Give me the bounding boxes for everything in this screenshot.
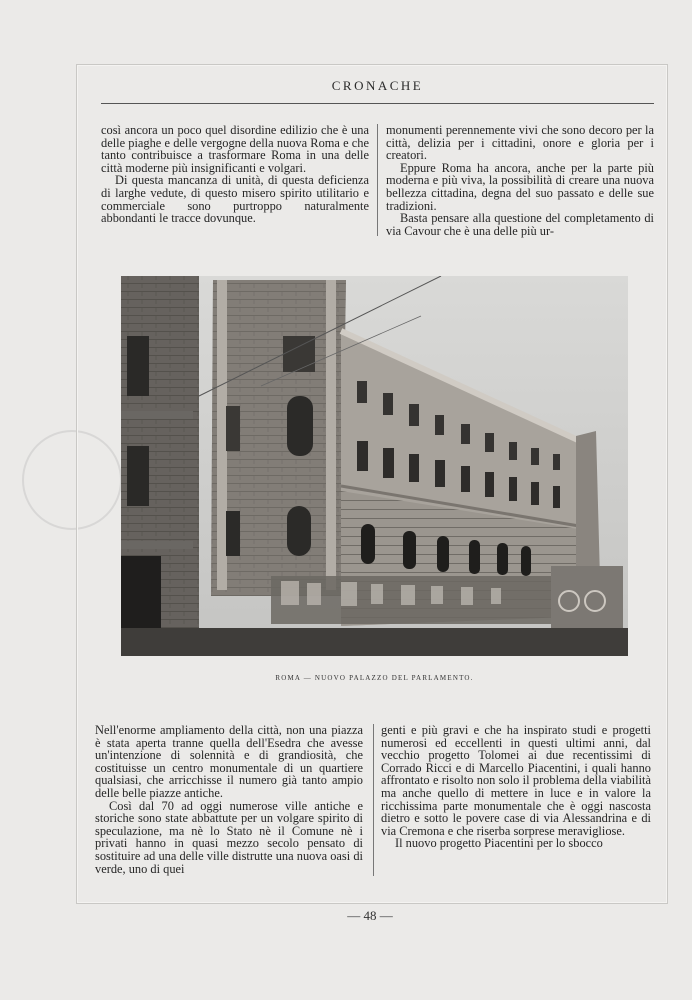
paragraph: Così dal 70 ad oggi numerose ville antiche e storiche sono state abbattute per un volgare spirito di speculazione, ma nè lo Stato nè il Comune nè i privati hanno in quasi mezzo secolo pensato di sostituire ad una delle ville distrutte una nuova oasi di verde, uno di quei: [95, 798, 363, 876]
page-number: — 48 —: [347, 908, 393, 923]
paragraph: Nell'enorme ampliamento della città, non una piazza è stata aperta tranne quella dell'Esedra che avesse un'intenzione di solennità e di grandiosità, che costituisse un centro monumentale di un quartiere qualsiasi, che arricchisse il numero già tanto ampio delle belle piazze antiche.: [95, 723, 363, 800]
paragraph: Basta pensare alla questione del completamento di via Cavour che è una delle più ur-: [386, 211, 654, 238]
bottom-right-column: [381, 724, 651, 850]
paragraph: Eppure Roma ha ancora, anche per la parte più moderna e più viva, la possibilità di creare una nuova bellezza cittadina, degna del suo passato e delle sue tradizioni.: [386, 160, 654, 213]
top-left-column: [101, 124, 369, 225]
bottom-left-column: [95, 724, 363, 875]
paragraph: così ancora un poco quel disordine edilizio che è una delle piaghe e delle vergogne della nuova Roma e che tanto contribuisce a trasformare Roma in una delle città moderne più insignificanti e volgari.: [101, 123, 369, 175]
paragraph: Di questa mancanza di unità, di questa deficienza di larghe vedute, di questo misero spirito utilitario e commerciale sono purtroppo naturalmente abbondanti le tracce dovunque.: [101, 173, 369, 226]
paragraph: monumenti perennemente vivi che sono decoro per la città, delizia per i cittadini, onore e gloria per i creatori.: [386, 123, 654, 163]
paragraph: genti e più gravi e che ha inspirato studi e progetti numerosi ed eccellenti in questi ultimi anni, dal vecchio progetto Tolomei ai due recentissimi di Corrado Ricci e di Marcello Piacentini, i quali hanno affrontato e risolto non solo il problema della viabilità ma anche quello di mettere in luce e in valore la ricchissima parte monumentale che è oggi nascosta dietro e sotto le povere case di via Alessandrina e di via Cremona e che riserba sorprese meravigliose.: [381, 723, 651, 838]
column-divider: [373, 724, 374, 876]
figure-caption: ROMA — NUOVO PALAZZO DEL PARLAMENTO.: [275, 674, 474, 682]
palazzo-photograph: [121, 276, 628, 656]
top-right-column: [386, 124, 654, 237]
column-divider: [377, 124, 378, 236]
paragraph: Il nuovo progetto Piacentini per lo sbocco: [395, 836, 603, 851]
running-header: CRONACHE: [331, 78, 424, 93]
header-rule: [101, 103, 654, 104]
